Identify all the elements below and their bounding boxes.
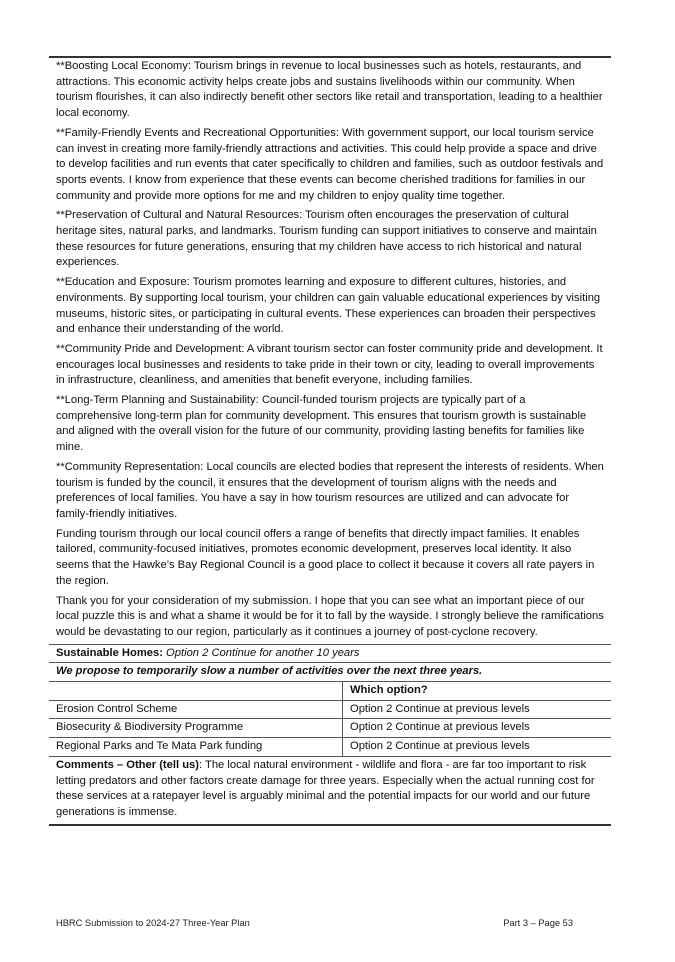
paragraph-community-representation: **Community Representation: Local councils are elected bodies that represent the interests of residents. When tourism is funded by the council, it ensures that the development of tourism aligns with the needs and preferences of local families. You have a say in how tourism resources are utilized and can advocate for family-friendly initiatives.	[56, 460, 604, 520]
paragraph-community-pride: **Community Pride and Development: A vibrant tourism sector can foster community pride and development. It encourages local businesses and residents to take pride in their town or city, leading to overall improvements in infrastructure, cleanliness, and amenities that benefit everyone, including families.	[56, 342, 603, 387]
footer-document-title: HBRC Submission to 2024-27 Three-Year Plan	[56, 918, 250, 928]
paragraph-funding-summary: Funding tourism through our local council offers a range of benefits that directly impact families. It enables tailored, community-focused initiatives, promotes economic development, preserves local identity. It also seems that the Hawke’s Bay Regional Council is a good place to collect it because it covers all rate payers in the region.	[56, 527, 595, 587]
table-row	[49, 738, 611, 756]
comments-label: Comments – Other (tell us)	[56, 758, 199, 771]
option-cell: Option 2 Continue at previous levels	[343, 700, 612, 719]
sustainable-homes-label: Sustainable Homes:	[56, 646, 163, 659]
table-row	[49, 700, 611, 719]
comments-section	[49, 756, 611, 826]
body-text	[49, 58, 611, 644]
table-header-row	[49, 682, 611, 701]
sustainable-homes-row	[49, 644, 611, 663]
option-cell: Option 2 Continue at previous levels	[343, 738, 612, 756]
activity-cell: Erosion Control Scheme	[49, 700, 343, 719]
sustainable-homes-value: Option 2 Continue for another 10 years	[166, 646, 360, 659]
activity-cell: Regional Parks and Te Mata Park funding	[49, 738, 343, 756]
activity-cell: Biosecurity & Biodiversity Programme	[49, 719, 343, 738]
paragraph-preservation: **Preservation of Cultural and Natural Resources: Tourism often encourages the preservation of cultural heritage sites, natural parks, and landmarks. Tourism funding can support initiatives to conserve and maintain these resources for future generations, ensuring that my children have access to rich historical and natural experiences.	[56, 209, 597, 269]
header-blank-cell	[49, 682, 343, 701]
paragraph-family-events: **Family-Friendly Events and Recreational Opportunities: With government support, our local tourism service can invest in creating more family-friendly attractions and activities. This could help provide a space and drive to develop facilities and run events that cater specifically to children and families, such as outdoor festivals and sports events. I know from experience that these events can become cherished traditions for families in our community and provide more options for me and my children to enjoy quality time together.	[56, 126, 604, 202]
paragraph-education: **Education and Exposure: Tourism promotes learning and exposure to different cultures, histories, and environments. By supporting local tourism, your children can gain valuable educational experiences by visiting museums, historic sites, or participating in cultural events. These experiences can broaden their perspectives and enhance their understanding of the world.	[56, 276, 601, 336]
paragraph-thank-you: Thank you for your consideration of my submission. I hope that you can see what an important piece of our local puzzle this is and what a shame it would be for it to fall by the wayside. I strongly believe the ramifications would be devastating to our region, particularly as it continues a journey of post-cyclone recovery.	[56, 594, 604, 638]
submission-document	[49, 56, 611, 826]
activities-heading: We propose to temporarily slow a number of activities over the next three years.	[49, 662, 611, 681]
which-option-header: Which option?	[343, 682, 612, 701]
table-row	[49, 719, 611, 738]
footer-page-number: Part 3 – Page 53	[503, 918, 573, 928]
paragraph-local-economy: **Boosting Local Economy: Tourism brings in revenue to local businesses such as hotels, restaurants, and attractions. This economic activity helps create jobs and sustains livelihoods within our community. When tourism flourishes, it can also indirectly benefit other sectors like retail and transportation, leading to a healthier local economy.	[56, 60, 603, 120]
option-cell: Option 2 Continue at previous levels	[343, 719, 612, 738]
paragraph-long-term-planning: **Long-Term Planning and Sustainability: Council-funded tourism projects are typically part of a comprehensive long-term plan for community development. This ensures that tourism growth is sustainable and aligned with the overall vision for the future of our community, providing lasting benefits for families like mine.	[56, 394, 587, 454]
activities-table	[49, 681, 611, 756]
comments-text: : The local natural environment - wildlife and flora - are far too important to risk letting predators and other factors create damage for three years. Especially when the actual running cost for these services at a ratepayer level is arguably minimal and the potential impacts for our world and our future generations is immense.	[56, 758, 595, 818]
